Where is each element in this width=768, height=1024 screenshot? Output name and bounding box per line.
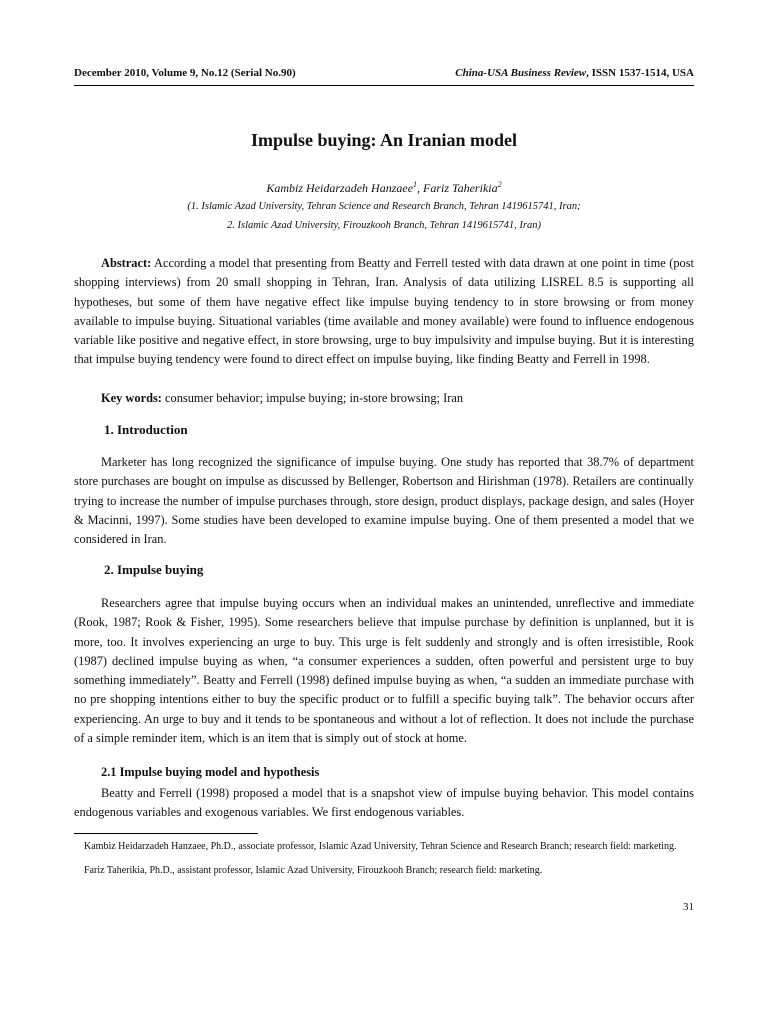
affiliation-2: 2. Islamic Azad University, Firouzkooh Branch, Tehran 1419615741, Iran) bbox=[226, 220, 541, 231]
abstract-label: Abstract: bbox=[101, 256, 152, 270]
impulse-buying-paragraph: Researchers agree that impulse buying occurs when an individual makes an unintended, unreflective and immediate (Rook, 1987; Rook & Fisher, 1995). Some researchers believe that impulse purchase by definition is unplanned, but it is more, too. It involves experiencing an urge to buy. This urge is felt suddenly and strongly and is often irresistible, Rook (1987) declined impulse buying as when, “a consumer experiences a sudden, often powerful and persistent urge to buy something immediately”. Beatty and Ferrell (1998) defined impulse buying as when, “a sudden an immediate purchase with no pre shopping intentions either to buy the specific product or to fulfill a specific buying talk”. The behavior occurs after experiencing. An urge to buy and it tends to be spontaneous and without a lot of reflection. It does not include the purchase of a simple reminder item, which is an item that is simply out of stock at home. bbox=[74, 596, 694, 746]
header-rule bbox=[74, 85, 694, 86]
impulse-buying-body bbox=[74, 594, 694, 748]
abstract-text: According a model that presenting from Beatty and Ferrell tested with data drawn at one point in time (post shopping interviews) from 20 small shopping in Tehran, Iran. Analysis of data utilizing LISREL 8.5 is supporting all hypotheses, but some of them have negative effect like impulse buying tendency to in store browsing or from money available to impulse buying. Situational variables (time available and money available) were found to influence endogenous variable like positive and negative effect, in store browsing, urge to buy impulsivity and impulse buying. But it is interesting that impulse buying tendency were found to direct effect on impulse buying, like finding Beatty and Ferrell in 1998. bbox=[74, 256, 694, 367]
issue-info: December 2010, Volume 9, No.12 (Serial No.90) bbox=[74, 67, 296, 79]
abstract bbox=[74, 254, 694, 370]
subsection-body bbox=[74, 784, 694, 823]
subsection-paragraph: Beatty and Ferrell (1998) proposed a model that is a snapshot view of impulse buying behavior. This model contains endogenous variables and exogenous variables. We first endogenous variables. bbox=[74, 786, 694, 820]
page-number: 31 bbox=[683, 901, 694, 913]
author-line bbox=[74, 180, 694, 196]
affiliation-1: (1. Islamic Azad University, Tehran Science and Research Branch, Tehran 1419615741, Iran; bbox=[187, 201, 581, 212]
author-separator: , bbox=[417, 181, 424, 195]
running-header bbox=[74, 67, 694, 83]
footnote-1: Kambiz Heidarzadeh Hanzaee, Ph.D., associate professor, Islamic Azad University, Tehran Science and Research Branch; research field: marketing. bbox=[84, 841, 677, 852]
author-2: Fariz Taherikia bbox=[423, 181, 498, 195]
journal-name: China-USA Business Review bbox=[455, 67, 587, 79]
footnote-rule bbox=[74, 833, 258, 834]
keywords-label: Key words: bbox=[101, 391, 162, 405]
author-1-mark: 1 bbox=[413, 180, 418, 189]
section-heading-introduction: 1. Introduction bbox=[104, 422, 188, 437]
introduction-paragraph: Marketer has long recognized the significance of impulse buying. One study has reported that 38.7% of department store purchases are bought on impulse as discussed by Bellenger, Robertson and Hirishman (1978). Retailers are continually trying to increase the number of impulse purchases through, store design, product displays, package design, and sales (Hoyer & Macinni, 1997). Some studies have been developed to examine impulse buying. One of them presented a model that we considered in Iran. bbox=[74, 455, 694, 547]
footnote-2: Fariz Taherikia, Ph.D., assistant professor, Islamic Azad University, Firouzkooh Branch; research field: marketing. bbox=[84, 865, 543, 876]
paper-title: Impulse buying: An Iranian model bbox=[250, 130, 518, 150]
author-2-mark: 2 bbox=[497, 180, 502, 189]
author-1: Kambiz Heidarzadeh Hanzaee bbox=[266, 181, 414, 195]
journal-info bbox=[455, 67, 694, 79]
keywords-text: consumer behavior; impulse buying; in-store browsing; Iran bbox=[161, 391, 464, 405]
section-heading-impulse-buying: 2. Impulse buying bbox=[104, 562, 204, 577]
subsection-heading: 2.1 Impulse buying model and hypothesis bbox=[101, 765, 320, 779]
issn: , ISSN 1537-1514, USA bbox=[586, 67, 694, 79]
introduction-body bbox=[74, 453, 694, 549]
keywords bbox=[74, 389, 694, 408]
